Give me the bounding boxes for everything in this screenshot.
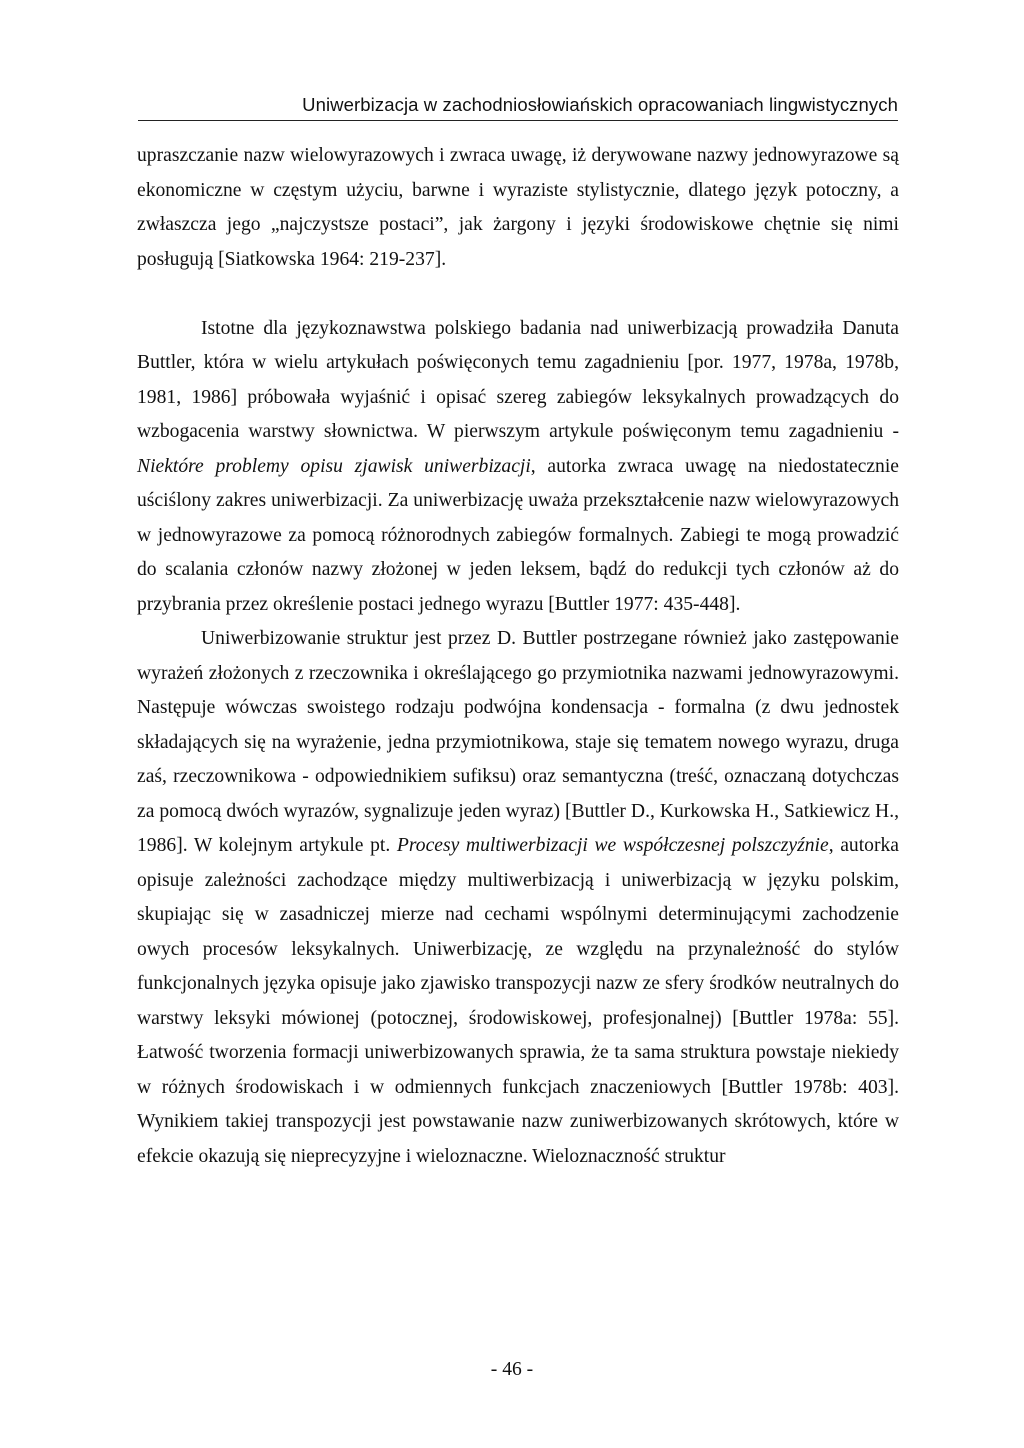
paragraph-2-text-a: Istotne dla językoznawstwa polskiego badania nad uniwerbizacją prowadziła Danuta Buttler, która w wielu artykułach poświęconych temu zagadnieniu [por. 1977, 1978a, 1978b, 1981, 1986] próbowała wyjaśnić i opisać szereg zabiegów leksykalnych prowadzących do wzbogacenia warstwy słownictwa. W pierwszym artykule poświęconym temu zagadnieniu -: [137, 317, 899, 442]
paragraph-1: upraszczanie nazw wielowyrazowych i zwraca uwagę, iż derywowane nazwy jednowyrazowe są ekonomiczne w częstym użyciu, barwne i wyraziste stylistycznie, dlatego język potoczny, a zwłaszcza jego „najczystsze postaci”, jak żargony i języki środowiskowe chętnie się nimi posługują [Siatkowska 1964: 219-237].: [137, 145, 899, 270]
paragraph-2-text-b: , autorka zwraca uwagę na niedostatecznie uściślony zakres uniwerbizacji. Za uniwerbizację uważa przekształcenie nazw wielowyrazowych w jednowyrazowe za pomocą różnorodnych zabiegów formalnych. Zabiegi te mogą prowadzić do scalania członów nazwy złożonej w jeden leksem, bądź do redukcji tych członów aż do przybrania przez określenie postaci jednego wyrazu [Buttler 1977: 435-448].: [137, 455, 899, 615]
cited-title-1: Niektóre problemy opisu zjawisk uniwerbizacji: [137, 455, 531, 477]
paragraph-3-text-a: Uniwerbizowanie struktur jest przez D. Buttler postrzegane również jako zastępowanie wyrażeń złożonych z rzeczownika i określającego go przymiotnika nazwami jednowyrazowymi. Następuje wówczas swoistego rodzaju podwójna kondensacja - formalna (z dwu jednostek składających się na wyrażenie, jedna przymiotnikowa, staje się tematem nowego wyrazu, druga zaś, rzeczownikowa - odpowiednikiem sufiksu) oraz semantyczna (treść, oznaczaną dotychczas za pomocą dwóch wyrazów, sygnalizuje jeden wyraz) [Buttler D., Kurkowska H., Satkiewicz H., 1986]. W kolejnym artykule pt.: [137, 628, 899, 856]
page-number: - 46 -: [490, 1359, 534, 1380]
paragraph-3: [137, 622, 899, 1174]
cited-title-2: Procesy multiwerbizacji we współczesnej polszczyźnie: [396, 835, 829, 856]
paragraph-gap: [137, 277, 899, 312]
header-rule: [138, 120, 898, 121]
paragraph-2: [137, 312, 899, 623]
paragraph-3-text-b: , autorka opisuje zależności zachodzące między multiwerbizacją i uniwerbizacją w języku polskim, skupiając się w zasadniczej mierze nad cechami wspólnymi determinującymi zachodzenie owych procesów leksykalnych. Uniwerbizację, ze względu na przynależność do stylów funkcjonalnych języka opisuje jako zjawisko transpozycji nazw ze sfery środków neutralnych do warstwy leksyki mówionej (potocznej, środowiskowej, profesjonalnej) [Buttler 1978a: 55]. Łatwość tworzenia formacji uniwerbizowanych sprawia, że ta sama struktura powstaje niekiedy w różnych środowiskach i w odmiennych funkcjach znaczeniowych [Buttler 1978b: 403]. Wynikiem takiej transpozycji jest powstawanie nazw zuniwerbizowanych skrótowych, które w efekcie okazują się nieprecyzyjne i wieloznaczne. Wieloznaczność struktur: [137, 835, 899, 1167]
running-header: Uniwerbizacja w zachodniosłowiańskich opracowaniach lingwistycznych: [302, 94, 898, 115]
body-text: [137, 139, 899, 1174]
